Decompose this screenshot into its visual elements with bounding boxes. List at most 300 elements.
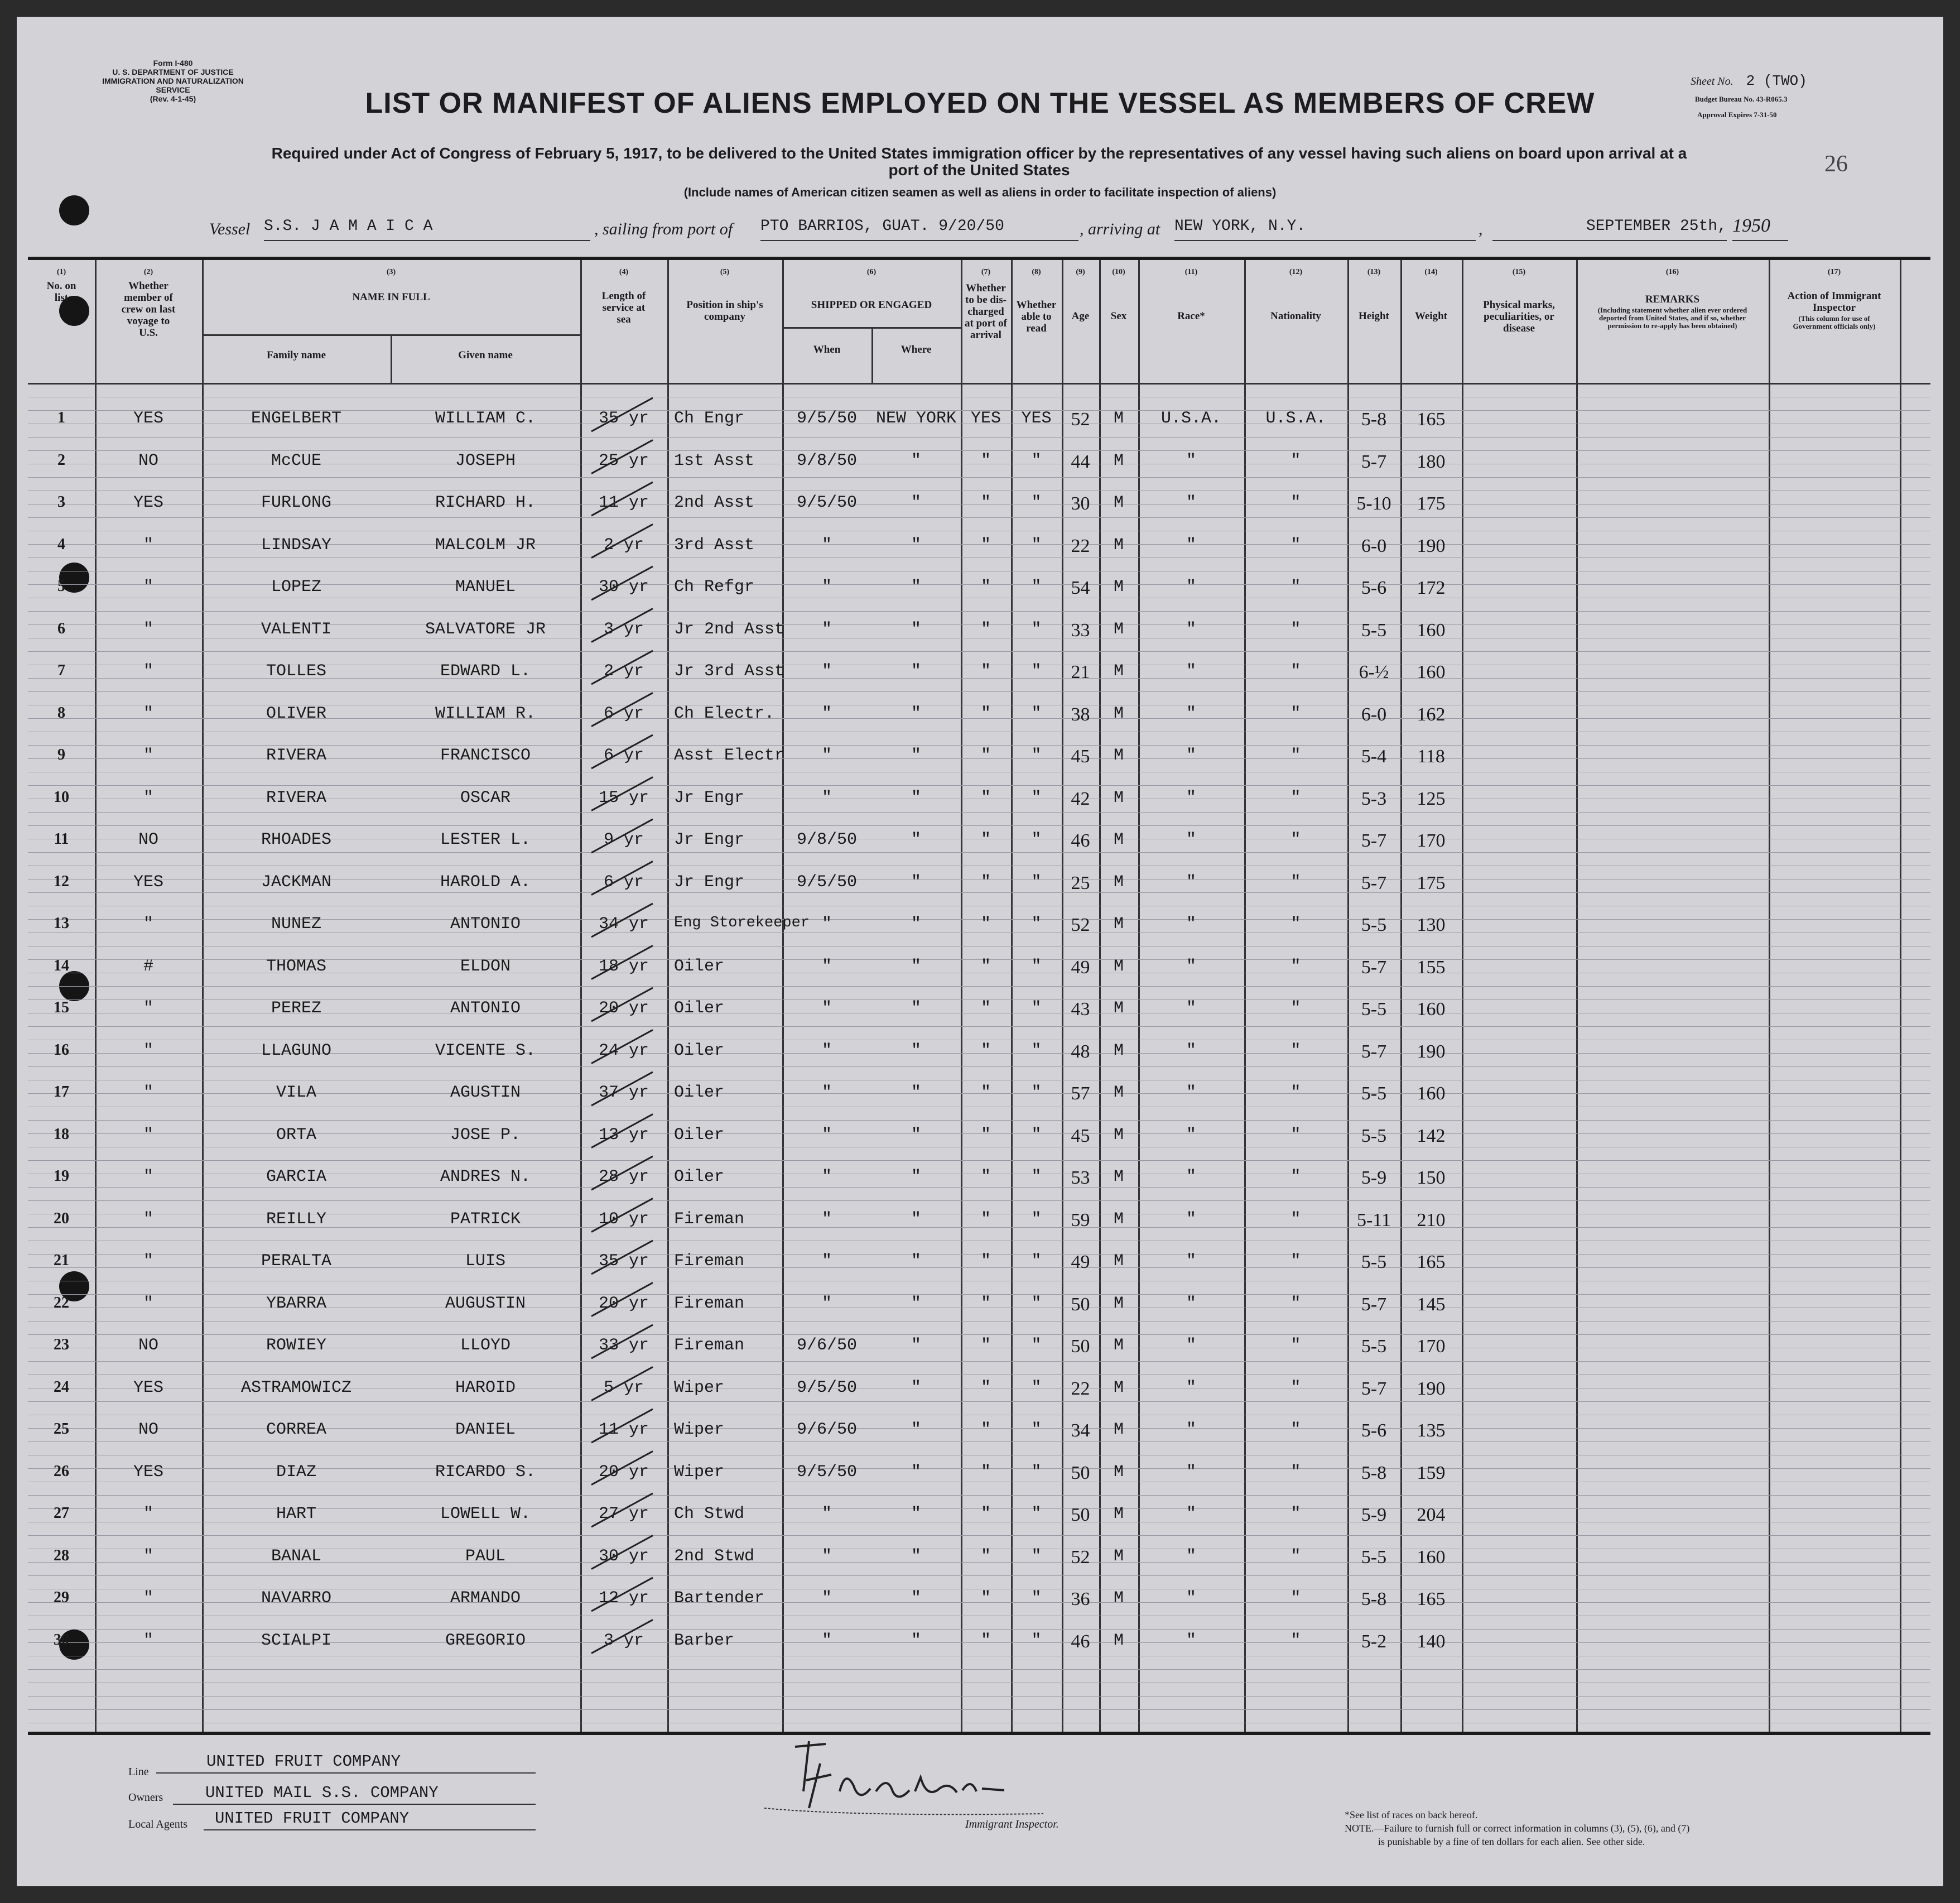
shipped-when: " <box>821 535 832 555</box>
shipped-when: " <box>821 957 832 976</box>
penalty-note-1: NOTE.—Failure to furnish full or correct information in columns (3), (5), (6), and (7) <box>1345 1823 1690 1834</box>
sex: M <box>1113 1083 1124 1102</box>
nationality: " <box>1290 915 1301 934</box>
sex: M <box>1113 999 1124 1018</box>
given-name: DANIEL <box>455 1420 516 1439</box>
height: 5-7 <box>1361 1378 1387 1399</box>
age: 52 <box>1071 1546 1090 1568</box>
nationality: " <box>1290 1083 1301 1102</box>
able-to-read: " <box>1031 1505 1042 1524</box>
discharged: " <box>980 999 991 1018</box>
height: 5-2 <box>1361 1631 1387 1652</box>
race: U.S.A. <box>1160 409 1222 428</box>
age: 22 <box>1071 1378 1090 1399</box>
nationality: " <box>1290 1294 1301 1313</box>
race: " <box>1186 830 1196 849</box>
shipped-where: " <box>911 451 921 470</box>
discharged: " <box>980 662 991 681</box>
given-name: JOSE P. <box>450 1125 521 1145</box>
previous-voyage: " <box>143 788 153 808</box>
weight: 170 <box>1417 1336 1446 1357</box>
family-name: SCIALPI <box>261 1631 332 1650</box>
sex: M <box>1113 1546 1124 1566</box>
row-number: 7 <box>57 662 65 679</box>
age: 36 <box>1071 1589 1090 1609</box>
ruled-line <box>28 1629 1930 1630</box>
age: 48 <box>1071 1041 1090 1062</box>
discharged: " <box>980 578 991 597</box>
race: " <box>1186 1083 1196 1102</box>
age: 53 <box>1071 1167 1090 1188</box>
given-name: SALVATORE JR <box>425 619 546 639</box>
shipped-where: " <box>911 578 921 597</box>
shipped-where: " <box>911 1041 921 1060</box>
age: 38 <box>1071 704 1090 725</box>
sex: M <box>1113 1209 1124 1229</box>
ship-position: 2nd Asst <box>674 493 755 512</box>
age: 57 <box>1071 1083 1090 1104</box>
able-to-read: " <box>1031 915 1042 934</box>
nationality: " <box>1290 1378 1301 1397</box>
previous-voyage: " <box>143 1125 153 1145</box>
height: 5-5 <box>1361 619 1387 641</box>
page-number: 26 <box>1824 151 1848 177</box>
shipped-when: " <box>821 578 832 597</box>
col-16-header: (16) REMARKS (Including statement whether alien ever ordered deported from United States, and if so, whether permission to re-apply has been obtained) <box>1597 268 1747 330</box>
arriving-port: NEW YORK, N.Y. <box>1174 218 1476 241</box>
given-name: MALCOLM JR <box>435 535 536 555</box>
shipped-where: " <box>911 915 921 934</box>
form-service: IMMIGRATION AND NATURALIZATION SERVICE <box>102 76 244 94</box>
discharged: " <box>980 1505 991 1524</box>
race: " <box>1186 535 1196 555</box>
able-to-read: " <box>1031 619 1042 639</box>
able-to-read: " <box>1031 1083 1042 1102</box>
nationality: " <box>1290 662 1301 681</box>
race: " <box>1186 1167 1196 1186</box>
shipped-when: " <box>821 1083 832 1102</box>
ruled-line <box>28 611 1930 612</box>
previous-voyage: YES <box>133 1462 163 1482</box>
length-of-service: 37 yr <box>598 1083 649 1102</box>
length-of-service: 11 yr <box>598 493 649 512</box>
shipped-when: 9/5/50 <box>796 493 858 512</box>
ship-position: Eng Storekeeper <box>674 915 810 931</box>
row-number: 8 <box>57 704 65 722</box>
row-number: 5 <box>57 578 65 595</box>
height: 5-7 <box>1361 830 1387 851</box>
vessel-label: Vessel <box>209 220 251 238</box>
nationality: " <box>1290 1041 1301 1060</box>
row-number: 26 <box>54 1462 69 1480</box>
family-name: LLAGUNO <box>261 1041 332 1060</box>
shipped-where: " <box>911 662 921 681</box>
able-to-read: " <box>1031 957 1042 976</box>
ruled-line <box>28 477 1930 478</box>
family-name: RHOADES <box>261 830 332 849</box>
ship-position: 3rd Asst <box>674 535 755 555</box>
nationality: " <box>1290 872 1301 892</box>
row-number: 13 <box>54 915 69 932</box>
length-of-service: 24 yr <box>598 1041 649 1060</box>
shipped-when: " <box>821 915 832 934</box>
discharged: " <box>980 1041 991 1060</box>
nationality: " <box>1290 1462 1301 1482</box>
weight: 165 <box>1417 409 1446 430</box>
previous-voyage: " <box>143 1209 153 1229</box>
age: 49 <box>1071 957 1090 978</box>
shipped-when: " <box>821 746 832 765</box>
sailing-port: PTO BARRIOS, GUAT. 9/20/50 <box>760 218 1078 241</box>
discharged: " <box>980 1125 991 1145</box>
length-of-service: 3 yr <box>603 1631 644 1650</box>
ship-position: Wiper <box>674 1420 725 1439</box>
given-name: PATRICK <box>450 1209 521 1229</box>
ship-position: Oiler <box>674 1167 725 1186</box>
discharged: " <box>980 1462 991 1482</box>
length-of-service: 20 yr <box>598 1462 649 1482</box>
sex: M <box>1113 619 1124 639</box>
previous-voyage: " <box>143 1631 153 1650</box>
length-of-service: 6 yr <box>603 872 644 892</box>
sex: M <box>1113 1041 1124 1060</box>
length-of-service: 12 yr <box>598 1589 649 1608</box>
discharged: " <box>980 1546 991 1566</box>
ruled-line <box>28 812 1930 813</box>
length-of-service: 20 yr <box>598 999 649 1018</box>
shipped-when: 9/8/50 <box>796 451 858 470</box>
sex: M <box>1113 830 1124 849</box>
shipped-when: 9/5/50 <box>796 1462 858 1482</box>
family-name: JACKMAN <box>261 872 332 892</box>
able-to-read: " <box>1031 493 1042 512</box>
race: " <box>1186 1378 1196 1397</box>
previous-voyage: " <box>143 746 153 765</box>
given-name: RICHARD H. <box>435 493 536 512</box>
ship-position: Ch Engr <box>674 409 745 428</box>
length-of-service: 33 yr <box>598 1336 649 1355</box>
length-of-service: 35 yr <box>598 409 649 428</box>
col-2-header: (2) Whether member of crew on last voyage to U.S. <box>121 268 176 339</box>
given-name: HAROLD A. <box>440 872 531 892</box>
nationality: " <box>1290 619 1301 639</box>
sex: M <box>1113 1420 1124 1439</box>
ruled-line <box>28 1535 1930 1536</box>
previous-voyage: " <box>143 619 153 639</box>
race: " <box>1186 1462 1196 1482</box>
given-name: EDWARD L. <box>440 662 531 681</box>
crew-manifest-table <box>28 257 1930 1735</box>
sex: M <box>1113 957 1124 976</box>
family-name: YBARRA <box>266 1294 327 1313</box>
previous-voyage: NO <box>138 451 158 470</box>
able-to-read: " <box>1031 830 1042 849</box>
shipped-when: " <box>821 1631 832 1650</box>
length-of-service: 30 yr <box>598 578 649 597</box>
punch-hole <box>59 195 89 225</box>
length-of-service: 27 yr <box>598 1505 649 1524</box>
weight: 175 <box>1417 493 1446 514</box>
ship-position: 2nd Stwd <box>674 1546 755 1566</box>
subtitle-line-1: Required under Act of Congress of February 5, 1917, to be delivered to the United States immigration officer by the representatives of any vessel having such aliens on board upon arrival at a <box>271 145 1687 162</box>
arriving-label: , arriving at <box>1080 220 1160 238</box>
row-number: 2 <box>57 451 65 469</box>
able-to-read: " <box>1031 451 1042 470</box>
shipped-where: " <box>911 1546 921 1566</box>
discharged: " <box>980 619 991 639</box>
weight: 125 <box>1417 788 1446 809</box>
family-name: RIVERA <box>266 746 327 765</box>
sex: M <box>1113 1631 1124 1650</box>
previous-voyage: NO <box>138 830 158 849</box>
given-name: ARMANDO <box>450 1589 521 1608</box>
previous-voyage: " <box>143 578 153 597</box>
given-name: ANTONIO <box>450 915 521 934</box>
previous-voyage: " <box>143 535 153 555</box>
ship-position: Ch Stwd <box>674 1505 745 1524</box>
ship-position: Oiler <box>674 1125 725 1145</box>
given-name: LOWELL W. <box>440 1505 531 1524</box>
race: " <box>1186 1041 1196 1060</box>
weight: 210 <box>1417 1209 1446 1231</box>
shipped-when: " <box>821 1209 832 1229</box>
col-4-header: (4) Length of service at sea <box>601 268 646 325</box>
row-number: 18 <box>54 1125 69 1143</box>
length-of-service: 28 yr <box>598 1167 649 1186</box>
nationality: " <box>1290 1252 1301 1271</box>
family-name: THOMAS <box>266 957 327 976</box>
race: " <box>1186 1420 1196 1439</box>
previous-voyage: " <box>143 1167 153 1186</box>
able-to-read: " <box>1031 872 1042 892</box>
able-to-read: " <box>1031 1420 1042 1439</box>
given-name: JOSEPH <box>455 451 516 470</box>
able-to-read: " <box>1031 1209 1042 1229</box>
budget-bureau: Budget Bureau No. 43-R065.3 <box>1695 95 1788 103</box>
subtitle-line-2: port of the United States <box>888 161 1070 179</box>
shipped-where: " <box>911 746 921 765</box>
ruled-line <box>28 651 1930 652</box>
ruled-line <box>28 1160 1930 1161</box>
ship-position: 1st Asst <box>674 451 755 470</box>
family-name: OLIVER <box>266 704 327 723</box>
nationality: " <box>1290 1209 1301 1229</box>
sex: M <box>1113 1294 1124 1313</box>
ruled-line <box>28 1334 1930 1335</box>
ship-position: Jr Engr <box>674 788 745 808</box>
height: 5-6 <box>1361 1420 1387 1441</box>
height: 5-5 <box>1361 1336 1387 1357</box>
nationality: " <box>1290 957 1301 976</box>
nationality: " <box>1290 999 1301 1018</box>
race: " <box>1186 1252 1196 1271</box>
ship-position: Fireman <box>674 1336 745 1355</box>
ruled-line <box>28 1575 1930 1576</box>
height: 5-9 <box>1361 1167 1387 1188</box>
given-name: HAROID <box>455 1378 516 1397</box>
shipped-when: " <box>821 1167 832 1186</box>
col-5-header: (5) Position in ship's company <box>686 268 763 323</box>
race: " <box>1186 662 1196 681</box>
previous-voyage: NO <box>138 1336 158 1355</box>
ruled-line <box>28 437 1930 438</box>
shipped-where: " <box>911 830 921 849</box>
family-name: ORTA <box>276 1125 316 1145</box>
height: 5-9 <box>1361 1505 1387 1525</box>
sex: M <box>1113 915 1124 934</box>
able-to-read: " <box>1031 1462 1042 1482</box>
nationality: " <box>1290 1336 1301 1355</box>
line-label: Line <box>128 1766 149 1778</box>
ship-position: Jr Engr <box>674 830 745 849</box>
comma: , <box>1479 220 1483 238</box>
discharged: " <box>980 1252 991 1271</box>
family-name: NUNEZ <box>271 915 321 934</box>
family-name: ASTRAMOWICZ <box>240 1378 352 1397</box>
family-name: LINDSAY <box>261 535 332 555</box>
sex: M <box>1113 788 1124 808</box>
weight: 204 <box>1417 1505 1446 1525</box>
given-name: RICARDO S. <box>435 1462 536 1482</box>
height: 5-6 <box>1361 578 1387 598</box>
previous-voyage: " <box>143 915 153 934</box>
discharged: " <box>980 788 991 808</box>
nationality: " <box>1290 746 1301 765</box>
discharged: YES <box>970 409 1001 428</box>
weight: 155 <box>1417 957 1446 978</box>
nationality: " <box>1290 1631 1301 1650</box>
sailing-label: , sailing from port of <box>594 220 733 238</box>
shipped-when: " <box>821 619 832 639</box>
family-name: McCUE <box>271 451 321 470</box>
previous-voyage: " <box>143 999 153 1018</box>
nationality: " <box>1290 1167 1301 1186</box>
col-13-header: (13) Height <box>1359 268 1389 322</box>
shipped-when: " <box>821 1589 832 1608</box>
row-number: 27 <box>54 1505 69 1522</box>
length-of-service: 30 yr <box>598 1546 649 1566</box>
able-to-read: " <box>1031 788 1042 808</box>
sex: M <box>1113 493 1124 512</box>
age: 59 <box>1071 1209 1090 1231</box>
height: 5-4 <box>1361 746 1387 767</box>
discharged: " <box>980 535 991 555</box>
shipped-where: " <box>911 1083 921 1102</box>
ship-position: Oiler <box>674 999 725 1018</box>
row-number: 10 <box>54 788 69 806</box>
ruled-line <box>28 1669 1930 1670</box>
given-name: ANDRES N. <box>440 1167 531 1186</box>
discharged: " <box>980 704 991 723</box>
height: 6-½ <box>1359 662 1389 683</box>
sex: M <box>1113 1378 1124 1397</box>
shipped-when: 9/5/50 <box>796 409 858 428</box>
col-1-header: (1) No. on list <box>46 268 76 304</box>
nationality: " <box>1290 1420 1301 1439</box>
age: 45 <box>1071 746 1090 767</box>
inspector-label: Immigrant Inspector. <box>965 1818 1059 1830</box>
age: 44 <box>1071 451 1090 472</box>
height: 5-7 <box>1361 872 1387 893</box>
race-note: *See list of races on back hereof. <box>1345 1809 1478 1820</box>
ship-position: Fireman <box>674 1252 745 1271</box>
ship-position: Jr 2nd Asst <box>674 619 785 639</box>
given-name: FRANCISCO <box>440 746 531 765</box>
length-of-service: 13 yr <box>598 1125 649 1145</box>
discharged: " <box>980 1167 991 1186</box>
col-17-header: (17) Action of Immigrant Inspector (This column for use of Government officials only) <box>1787 268 1881 330</box>
owners-value: UNITED MAIL S.S. COMPANY <box>173 1784 536 1805</box>
age: 33 <box>1071 619 1090 641</box>
shipped-where: " <box>911 957 921 976</box>
nationality: " <box>1290 1589 1301 1608</box>
nationality: " <box>1290 1546 1301 1566</box>
able-to-read: " <box>1031 1252 1042 1271</box>
row-number: 1 <box>57 409 65 426</box>
race: " <box>1186 704 1196 723</box>
check-marks <box>580 388 670 1728</box>
family-name-header: Family name <box>266 349 326 361</box>
ruled-line <box>28 1200 1930 1201</box>
given-name: GREGORIO <box>445 1631 526 1650</box>
shipped-when: " <box>821 1125 832 1145</box>
nationality: U.S.A. <box>1265 409 1326 428</box>
weight: 145 <box>1417 1294 1446 1315</box>
height: 5-7 <box>1361 1041 1387 1062</box>
ruled-line <box>28 1361 1930 1362</box>
sex: M <box>1113 409 1124 428</box>
weight: 150 <box>1417 1167 1446 1188</box>
previous-voyage: NO <box>138 1420 158 1439</box>
length-of-service: 9 yr <box>603 830 644 849</box>
weight: 170 <box>1417 830 1446 851</box>
shipped-where: " <box>911 1294 921 1313</box>
height: 5-8 <box>1361 409 1387 430</box>
ruled-line <box>28 785 1930 786</box>
length-of-service: 2 yr <box>603 662 644 681</box>
sex: M <box>1113 1336 1124 1355</box>
shipped-when: " <box>821 662 832 681</box>
height: 5-10 <box>1356 493 1391 514</box>
ship-position: Barber <box>674 1631 735 1650</box>
sex: M <box>1113 578 1124 597</box>
weight: 160 <box>1417 619 1446 641</box>
height: 5-5 <box>1361 1083 1387 1104</box>
nationality: " <box>1290 493 1301 512</box>
age: 50 <box>1071 1462 1090 1483</box>
race: " <box>1186 957 1196 976</box>
weight: 130 <box>1417 915 1446 935</box>
discharged: " <box>980 830 991 849</box>
weight: 172 <box>1417 578 1446 598</box>
family-name: PEREZ <box>271 999 321 1018</box>
shipped-where: " <box>911 1167 921 1186</box>
sex: M <box>1113 746 1124 765</box>
race: " <box>1186 1209 1196 1229</box>
previous-voyage: YES <box>133 493 163 512</box>
sheet-label: Sheet No. <box>1691 75 1733 88</box>
family-name: ENGELBERT <box>251 409 342 428</box>
nationality: " <box>1290 1505 1301 1524</box>
vessel-line <box>209 215 1900 243</box>
shipped-when: 9/8/50 <box>796 830 858 849</box>
shipped-where: " <box>911 1378 921 1397</box>
height: 5-8 <box>1361 1589 1387 1609</box>
previous-voyage: # <box>143 957 153 976</box>
shipped-where: " <box>911 535 921 555</box>
row-number: 3 <box>57 493 65 511</box>
age: 25 <box>1071 872 1090 893</box>
